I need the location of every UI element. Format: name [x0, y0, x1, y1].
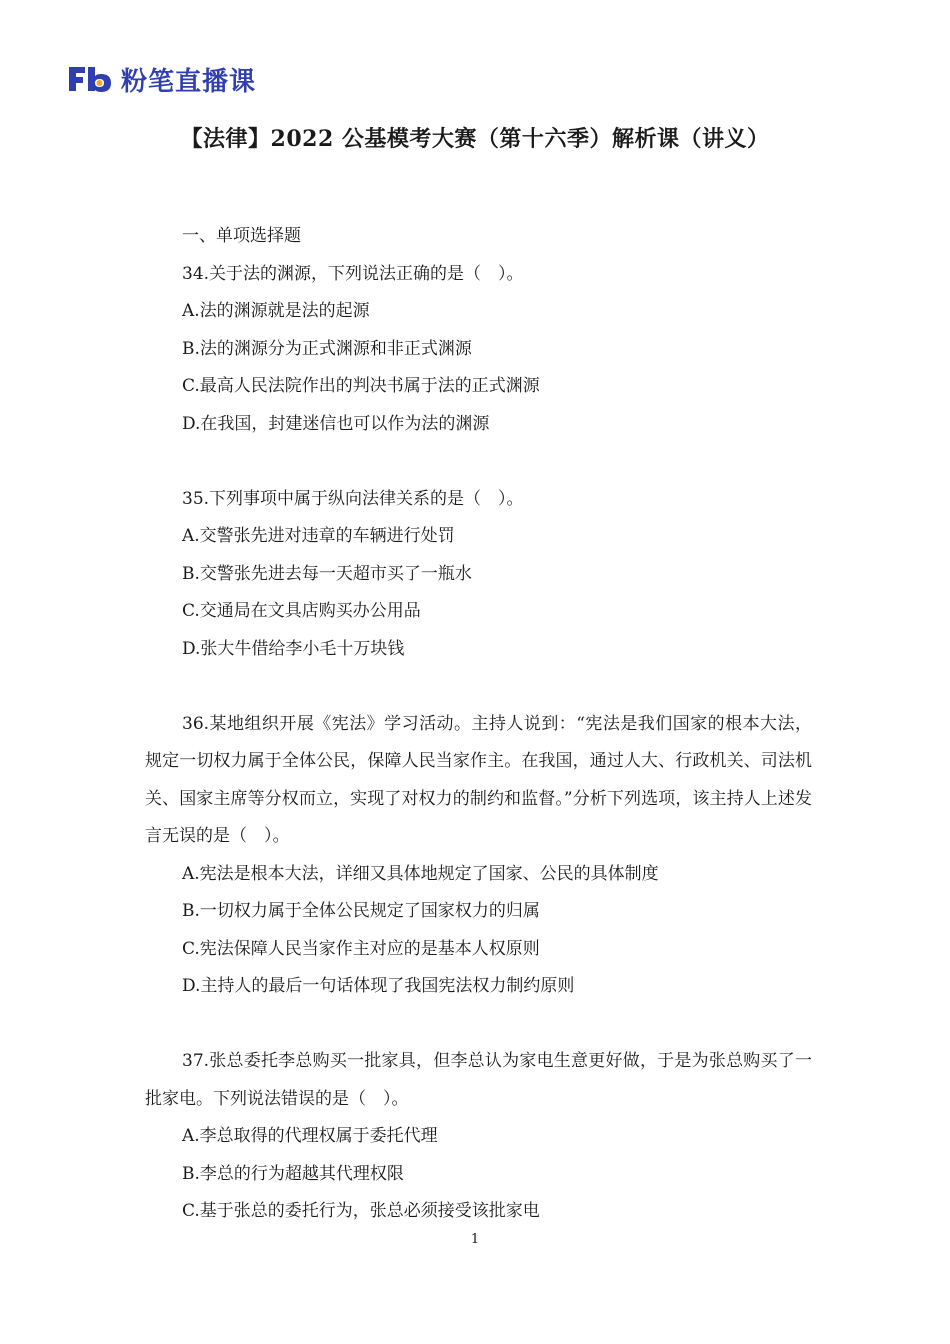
- question-stem: 37.张总委托李总购买一批家具，但李总认为家电生意更好做，于是为张总购买了一批家电。下列说法错误的是（ ）。: [145, 1051, 812, 1109]
- option-b: B.一切权力属于全体公民规定了国家权力的归属: [182, 901, 540, 921]
- option-a: A.宪法是根本大法，详细又具体地规定了国家、公民的具体制度: [182, 863, 659, 884]
- logo-text: 粉笔直播课: [121, 66, 257, 97]
- question-stem: 34.关于法的渊源，下列说法正确的是（ ）。: [182, 263, 524, 284]
- option-d: D.在我国，封建迷信也可以作为法的渊源: [182, 413, 490, 434]
- question-36: [145, 706, 812, 1006]
- question-stem: 36.某地组织开展《宪法》学习活动。主持人说到：“宪法是我们国家的根本大法，规定一切权力属于全体公民，保障人民当家作主。在我国，通过人大、行政机关、司法机关、国家主席等分权而立，实现了对权力的制约和监督。”分析下列选项，该主持人上述发言无误的是（ ）。: [145, 713, 812, 846]
- option-a: A.交警张先进对违章的车辆进行处罚: [182, 526, 455, 546]
- fb-logo-icon: [67, 64, 113, 94]
- page-number: 1: [470, 1232, 480, 1247]
- document-body: [145, 218, 812, 1231]
- question-stem: 35.下列事项中属于纵向法律关系的是（ ）。: [182, 488, 524, 509]
- option-b: B.法的渊源分为正式渊源和非正式渊源: [182, 338, 472, 359]
- option-b: B.交警张先进去每一天超市买了一瓶水: [182, 563, 472, 584]
- option-a: A.李总取得的代理权属于委托代理: [182, 1126, 438, 1146]
- option-d: D.主持人的最后一句话体现了我国宪法权力制约原则: [182, 976, 575, 996]
- section-heading: 一、单项选择题: [182, 226, 301, 246]
- option-d: D.张大牛借给李小毛十万块钱: [182, 638, 405, 659]
- option-c: C.最高人民法院作出的判决书属于法的正式渊源: [182, 376, 540, 396]
- option-c: C.宪法保障人民当家作主对应的是基本人权原则: [182, 938, 540, 959]
- option-c: C.交通局在文具店购买办公用品: [182, 601, 421, 621]
- brand-logo: [67, 62, 256, 96]
- option-b: B.李总的行为超越其代理权限: [182, 1163, 404, 1184]
- question-34: [145, 256, 812, 444]
- option-a: A.法的渊源就是法的起源: [182, 301, 370, 321]
- question-35: [145, 481, 812, 669]
- document-title: 【法律】2022 公基模考大赛（第十六季）解析课（讲义）: [180, 126, 770, 152]
- question-37: [145, 1043, 812, 1231]
- option-c: C.基于张总的委托行为，张总必须接受该批家电: [182, 1201, 540, 1221]
